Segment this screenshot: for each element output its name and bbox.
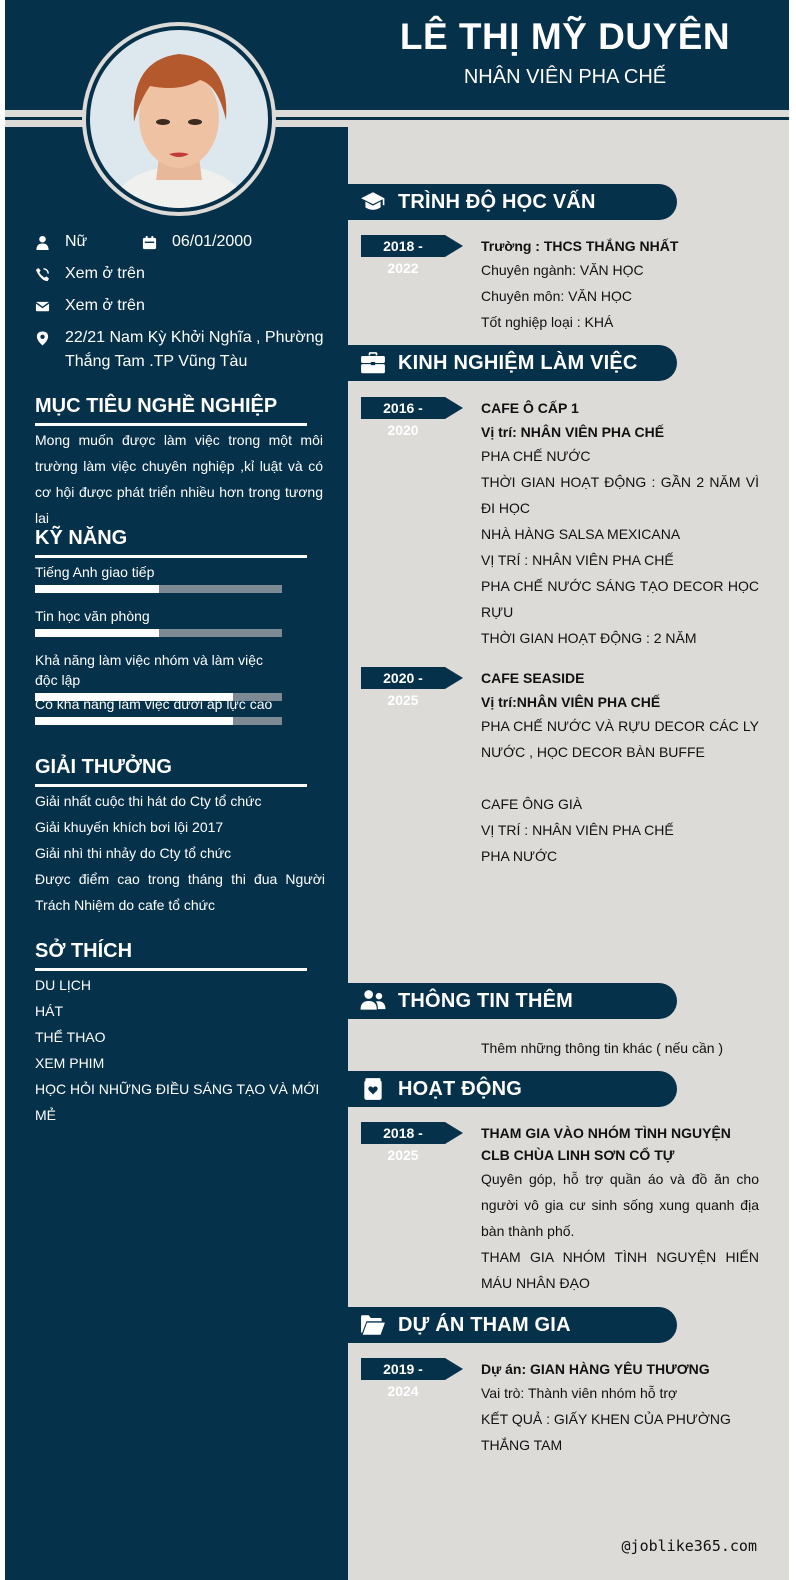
job-line: PHA CHẾ NƯỚC SÁNG TẠO DECOR HỌC RỰU [481,578,759,620]
education-subject: Chuyên môn: VĂN HỌC [481,288,632,304]
footer-watermark: @joblike365.com [621,1537,757,1555]
hobby-item: XEM PHIM [35,1055,105,1071]
address-row [35,326,325,374]
award-item: Giải khuyến khích bơi lội 2017 [35,819,224,835]
gender-row [35,230,87,254]
objective-text: Mong muốn được làm việc trong một môi trường làm việc chuyên nghiệp ,kỉ luật và có cơ hội được phát triển nhiều hơn trong tương lai [35,432,323,526]
job-company: CAFE Ô CẤP 1 [481,400,579,416]
phone-icon [35,262,65,286]
education-title: TRÌNH ĐỘ HỌC VẤN [398,190,596,213]
address-value: 22/21 Nam Kỳ Khởi Nghĩa , Phường Thắng Tam .TP Vũng Tàu [65,329,324,370]
hobbies-list [35,972,335,1128]
education-date: 2018 - 2022 [361,235,445,257]
gender-value: Nữ [65,233,88,250]
projects-date: 2019 - 2024 [361,1358,445,1380]
job-line: CAFE ÔNG GIÀ [481,796,583,812]
skill-fill [35,585,159,593]
education-entry [481,235,759,335]
skill-name: Có khả năng làm việc dưới áp lực cao [35,696,273,712]
project-role: Vai trò: Thành viên nhóm hỗ trợ [481,1385,678,1401]
awards-title: GIẢI THƯỞNG [35,756,172,778]
skills-title: KỸ NĂNG [35,527,128,549]
birthday-value: 06/01/2000 [172,233,253,250]
skill-name: Tiếng Anh giao tiếp [35,564,155,580]
extra-header [348,983,677,1019]
extra-title: THÔNG TIN THÊM [398,989,574,1012]
projects-date-tag [361,1358,463,1399]
job-line: NHÀ HÀNG SALSA MEXICANA [481,526,681,542]
education-major: Chuyên ngành: VĂN HỌC [481,262,644,278]
date-arrow [445,397,463,419]
awards-rule [35,784,307,787]
projects-entry [481,1358,759,1458]
map-pin-icon [35,326,65,350]
badge-icon [348,1076,398,1102]
experience-date: 2020 - 2025 [361,667,445,689]
job-line: VỊ TRÍ : NHÂN VIÊN PHA CHẾ [481,822,674,838]
avatar [87,27,271,211]
education-school: Trường : THCS THẮNG NHẤT [481,238,679,254]
experience-entry [481,397,759,651]
hobby-item: HỌC HỎI NHỮNG ĐIỀU SÁNG TẠO VÀ MỚI MẺ [35,1081,320,1123]
hobbies-rule [35,968,307,971]
extra-entry [481,1035,759,1061]
skill-item [35,562,285,593]
phone-value: Xem ở trên [65,265,145,282]
education-header [348,184,677,220]
award-item: Giải nhì thi nhảy do Cty tổ chức [35,845,232,861]
objective-title: MỤC TIÊU NGHỀ NGHIỆP [35,395,278,417]
skill-bar [35,629,282,637]
award-item: Giải nhất cuộc thi hát do Cty tổ chức [35,793,262,809]
email-value: Xem ở trên [65,297,145,314]
experience-header [348,345,677,381]
graduation-cap-icon [348,189,398,215]
phone-row [35,262,145,286]
job-line: THỜI GIAN HOẠT ĐỘNG : 2 NĂM [481,630,697,646]
job-line: PHA CHẾ NƯỚC [481,448,591,464]
skill-item [35,606,285,637]
briefcase-icon [348,350,398,376]
hobbies-title: SỞ THÍCH [35,940,133,962]
date-arrow [445,1358,463,1380]
activities-header [348,1071,677,1107]
candidate-name: LÊ THỊ MỸ DUYÊN [399,16,731,57]
skill-fill [35,717,233,725]
project-name: Dự án: GIAN HÀNG YÊU THƯƠNG [481,1361,710,1377]
hobby-item: DU LỊCH [35,977,92,993]
birthday-row [142,230,252,254]
skill-bar [35,717,282,725]
skill-name: Khả năng làm việc nhóm và làm việc độc lập [35,652,263,688]
education-date-tag [361,235,463,276]
activities-title: HOẠT ĐỘNG [398,1077,523,1100]
hobby-item: HÁT [35,1003,63,1019]
job-line: PHA CHẾ NƯỚC VÀ RỰU DECOR CÁC LY NƯỚC , HỌC DECOR BÀN BUFFE [481,718,759,760]
job-position: Vị trí: NHÂN VIÊN PHA CHẾ [481,424,665,440]
folder-icon [348,1312,398,1338]
activities-heading: THAM GIA VÀO NHÓM TÌNH NGUYỆN CLB CHÙA LINH SƠN CỔ TỰ [481,1125,731,1163]
skill-fill [35,629,159,637]
project-result: KẾT QUẢ : GIẤY KHEN CỦA PHƯỜNG THẮNG TAM [481,1411,731,1453]
candidate-job-title: NHÂN VIÊN PHA CHẾ [463,66,667,88]
activities-date-tag [361,1122,463,1163]
skill-bar [35,585,282,593]
objective-rule [35,423,307,426]
calendar-icon [142,230,172,254]
awards-list [35,788,325,918]
users-icon [348,988,398,1014]
date-arrow [445,235,463,257]
education-grade: Tốt nghiệp loại : KHÁ [481,314,614,330]
activities-entry [481,1122,759,1296]
experience-date-tag [361,667,463,708]
job-line: PHA NƯỚC [481,848,558,864]
experience-date-tag [361,397,463,438]
email-row [35,294,145,318]
activities-desc: Quyên góp, hỗ trợ quần áo và đồ ăn cho người vô gia cư sinh sống xung quanh địa bàn thành phố. [481,1171,759,1239]
projects-header [348,1307,677,1343]
skill-name: Tin học văn phòng [35,608,150,624]
activities-date: 2018 - 2025 [361,1122,445,1144]
skills-rule [35,555,307,558]
job-line: THỜI GIAN HOẠT ĐỘNG : GẦN 2 NĂM VÌ ĐI HỌC [481,474,759,516]
envelope-icon [35,294,65,318]
spacer [481,765,759,791]
date-arrow [445,667,463,689]
job-line: VỊ TRÍ : NHÂN VIÊN PHA CHẾ [481,552,674,568]
date-arrow [445,1122,463,1144]
skill-item [35,694,285,725]
job-position: Vị trí:NHÂN VIÊN PHA CHẾ [481,694,661,710]
award-item: Được điểm cao trong tháng thi đua Người Trách Nhiệm do cafe tổ chức [35,871,325,913]
activities-extra: THAM GIA NHÓM TÌNH NGUYỆN HIẾN MÁU NHÂN ĐẠO [481,1249,759,1291]
hobby-item: THỂ THAO [35,1029,106,1045]
user-icon [35,230,65,254]
projects-title: DỰ ÁN THAM GIA [398,1313,571,1336]
resume-page [5,0,789,1580]
experience-entry [481,667,759,869]
experience-date: 2016 - 2020 [361,397,445,419]
extra-text: Thêm những thông tin khác ( nếu cần ) [481,1040,724,1056]
experience-title: KINH NGHIỆM LÀM VIỆC [398,351,638,374]
job-company: CAFE SEASIDE [481,670,585,686]
